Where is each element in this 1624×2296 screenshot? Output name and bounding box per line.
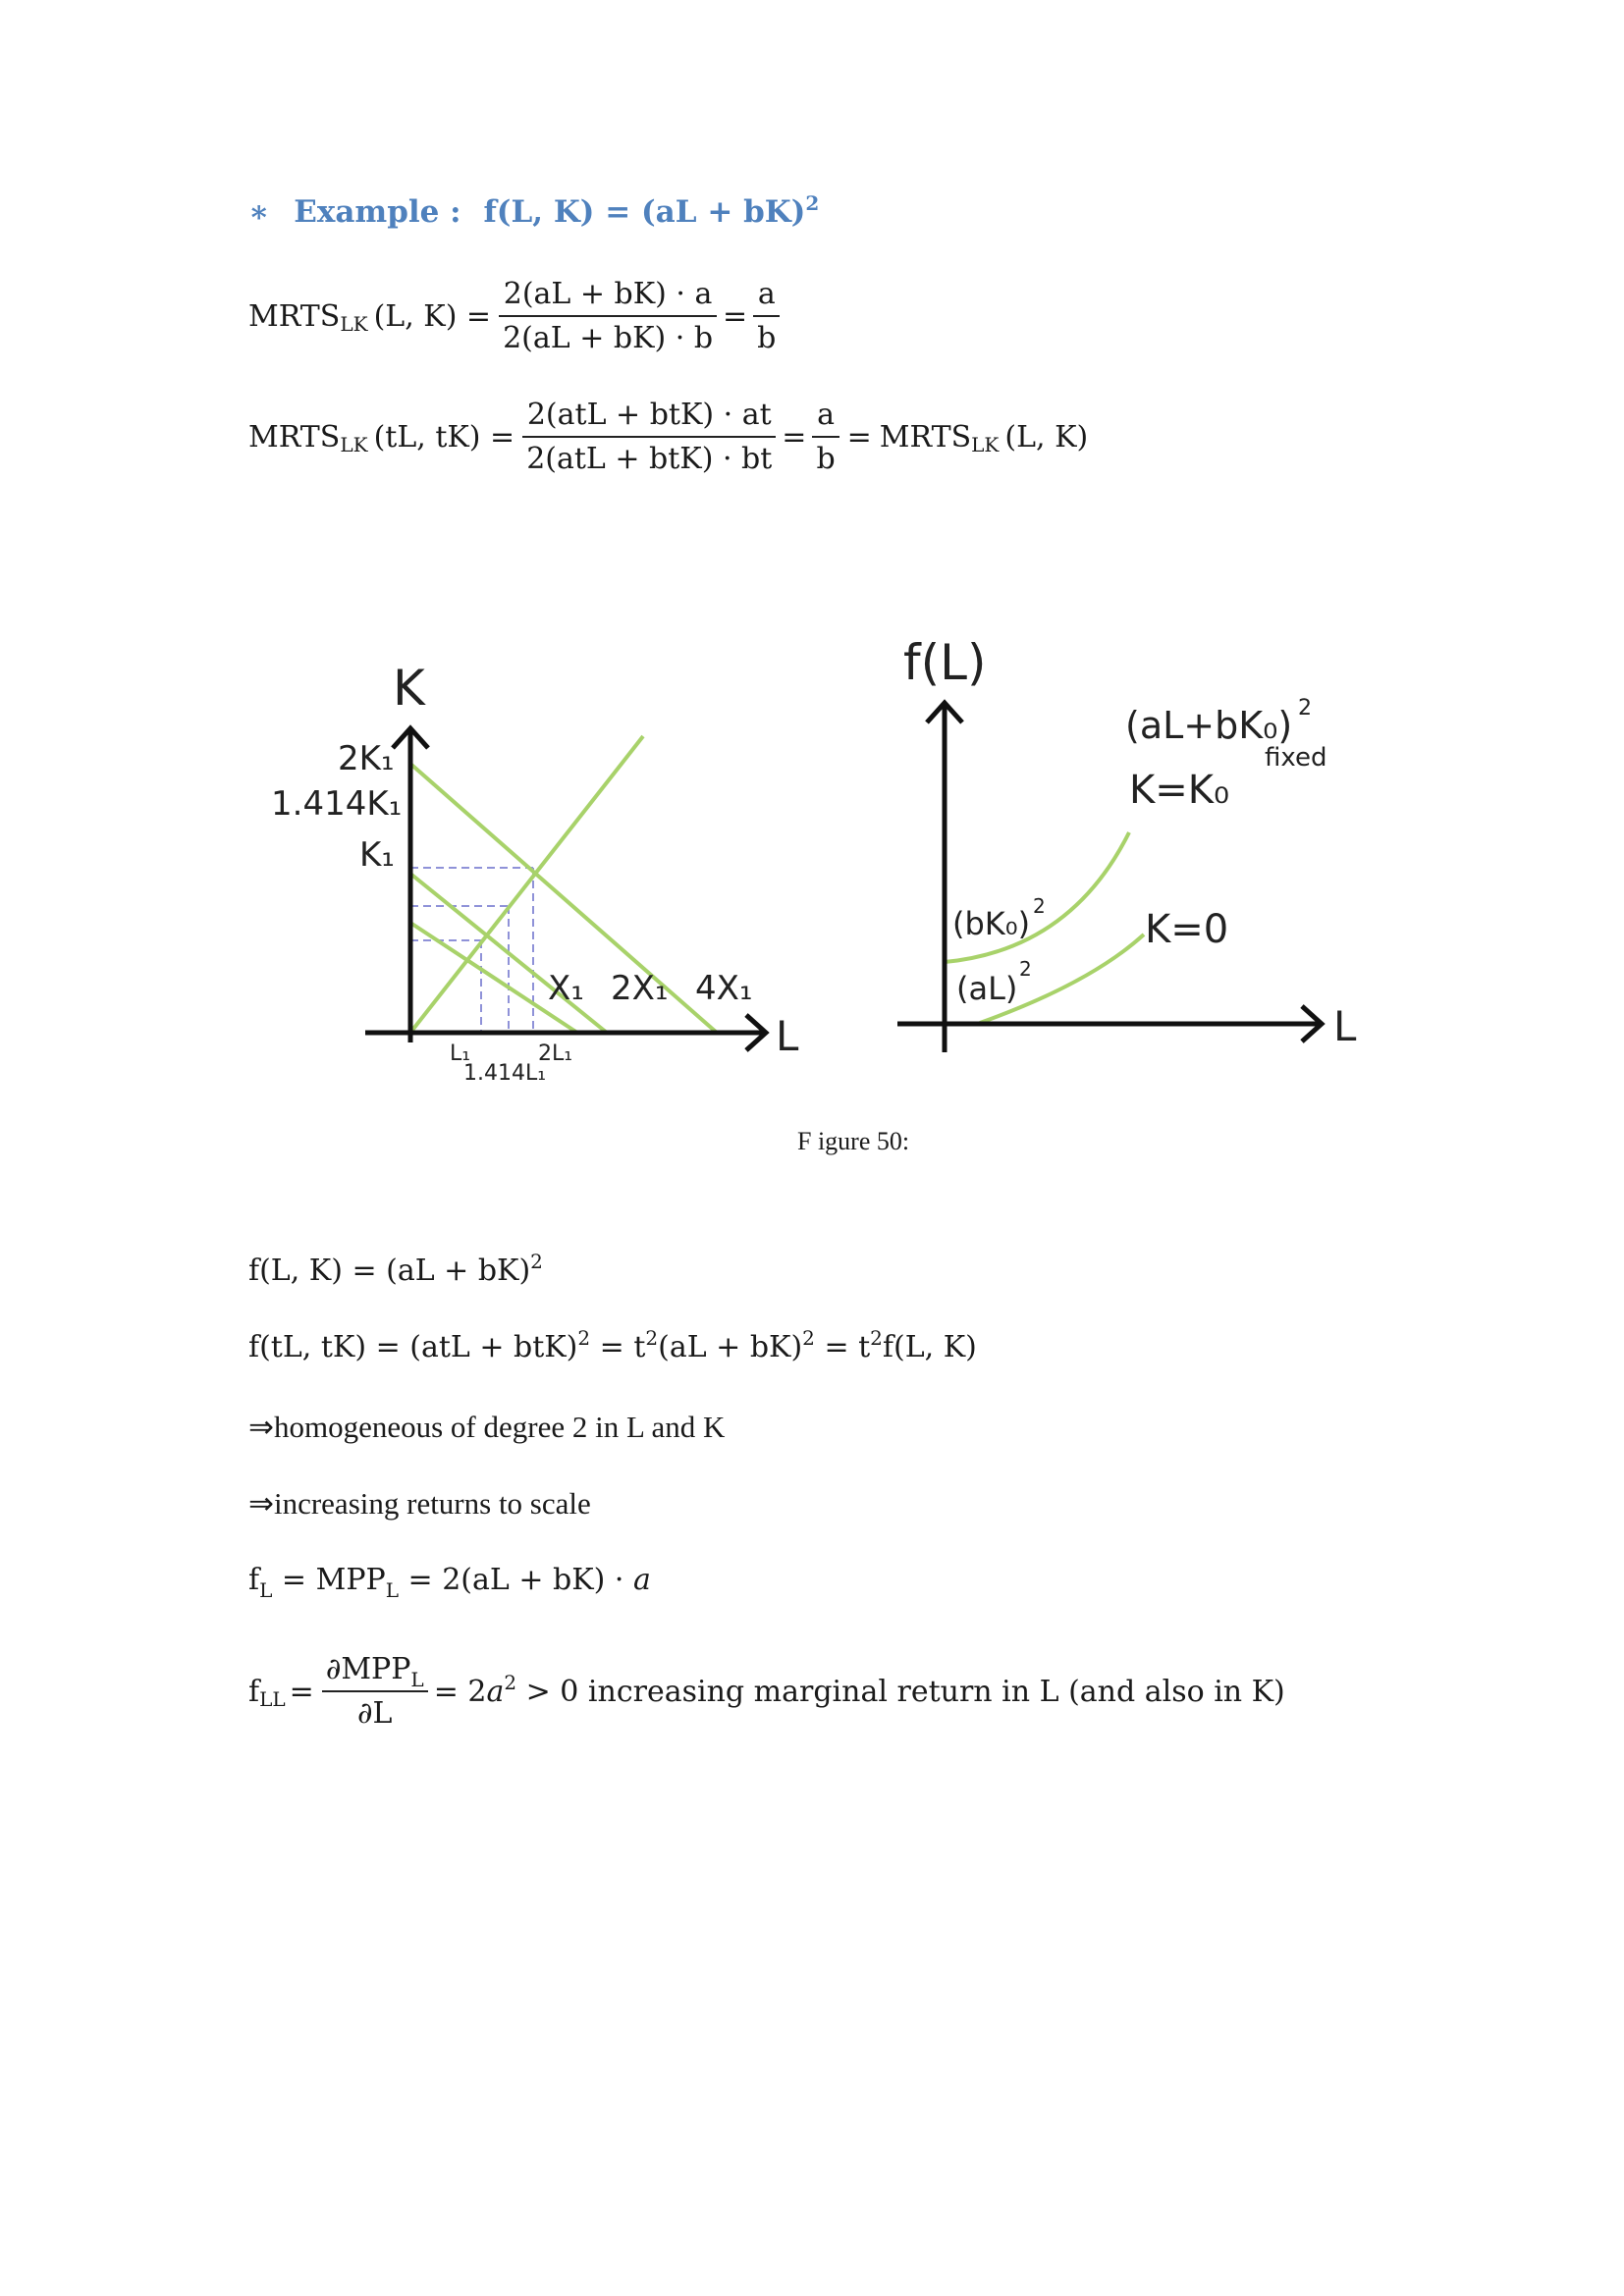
equation-f-exponent: 2 (530, 1250, 543, 1273)
equals-sign: = (723, 298, 748, 334)
label-2x1: 2X₁ (611, 969, 669, 1008)
l-axis-label: L (1333, 1002, 1357, 1050)
fraction-denominator: 2(atL + btK) · bt (526, 442, 773, 476)
fl-rest: = 2(aL + bK) · (398, 1563, 633, 1597)
equation-fl (248, 1563, 651, 1602)
mrts-label: MRTS (248, 419, 341, 454)
fll-numerator (322, 1652, 428, 1692)
top-function-label: (aL+bK₀) (1125, 704, 1293, 747)
top-function-exponent: 2 (1298, 696, 1312, 721)
fll-denominator: ∂L (357, 1696, 393, 1731)
homogeneous-statement: ⇒homogeneous of degree 2 in L and K (248, 1410, 726, 1444)
mrts-fraction-2 (812, 398, 839, 476)
fraction-numerator: 2(atL + btK) · at (522, 398, 776, 438)
fll-rhs (433, 1670, 1285, 1709)
fraction-denominator: 2(aL + bK) · b (503, 321, 714, 355)
star-bullet: ∗ (248, 194, 270, 230)
mrts-label: MRTS (879, 419, 972, 454)
example-heading (248, 191, 820, 230)
fll-equals: = (289, 1674, 314, 1709)
mrts-equation-2 (248, 398, 1088, 476)
equation-fll (248, 1652, 1285, 1731)
equation-homogeneity (248, 1326, 977, 1364)
eq2-part3: (aL + bK) (658, 1330, 803, 1364)
mrts-fraction-1 (499, 277, 717, 355)
k-axis-label: K (393, 660, 425, 717)
mrts-subscript: LK (340, 312, 368, 336)
bk0-label: (bK₀) (952, 905, 1031, 942)
al-exponent: 2 (1019, 957, 1032, 981)
fll-rhs-eq: = 2 (433, 1674, 487, 1709)
tick-1414l1: 1.414L₁ (463, 1061, 547, 1086)
fixed-label: fixed (1265, 743, 1327, 773)
equals-sign: = (782, 419, 807, 454)
fll-a: a (486, 1674, 505, 1709)
eq2-exp1: 2 (577, 1326, 591, 1350)
fl-a: a (632, 1563, 651, 1597)
fraction-numerator: 2(aL + bK) · a (499, 277, 717, 317)
equation-f-main: f(L, K) = (aL + bK) (248, 1254, 531, 1288)
bk0-exponent: 2 (1033, 894, 1046, 918)
returns-to-scale-statement: ⇒increasing returns to scale (248, 1486, 591, 1521)
fl-mpp-subscript: L (385, 1578, 399, 1602)
fraction-denominator: b (816, 442, 836, 476)
fl-f: f (248, 1563, 260, 1597)
tick-k1: K₁ (359, 835, 395, 875)
mrts-args: (L, K) = (373, 298, 492, 334)
fraction-numerator: a (753, 277, 780, 317)
fll-f: f (248, 1674, 260, 1709)
mrts-label: MRTS (248, 298, 341, 334)
fl-mpp: = MPP (272, 1563, 386, 1597)
k-eq-k0-label: K=K₀ (1129, 768, 1230, 813)
label-4x1: 4X₁ (695, 969, 753, 1008)
fraction-numerator: a (812, 398, 839, 438)
fll-tail: > 0 increasing marginal return in L (and also in K) (516, 1674, 1285, 1709)
fll-numerator-main: ∂MPP (325, 1652, 411, 1686)
eq2-part5: f(L, K) (882, 1330, 977, 1364)
isoquant-graph (255, 648, 825, 1099)
mrts-args: (tL, tK) = (373, 419, 515, 454)
mrts-subscript: LK (340, 433, 368, 456)
eq2-part1: f(tL, tK) = (atL + btK) (248, 1330, 578, 1364)
mrts-equation-1 (248, 277, 780, 355)
fraction-denominator: b (757, 321, 777, 355)
mrts-args: (L, K) (1004, 419, 1089, 454)
mrts-fraction-2 (753, 277, 780, 355)
label-x1: X₁ (548, 969, 584, 1008)
tick-l1: L₁ (450, 1041, 471, 1066)
eq2-part4: = t (814, 1330, 871, 1364)
f-axis-label: f(L) (903, 634, 987, 691)
tick-2k1: 2K₁ (338, 739, 395, 778)
example-label: Example : (294, 194, 461, 230)
figure-caption: F igure 50: (797, 1127, 910, 1155)
k-eq-0-label: K=0 (1145, 907, 1229, 952)
eq2-part2: = t (590, 1330, 646, 1364)
al-label: (aL) (956, 970, 1018, 1007)
eq2-exp4: 2 (870, 1326, 883, 1350)
tick-2l1: 2L₁ (538, 1041, 573, 1066)
mrts-subscript: LK (971, 433, 1000, 456)
eq2-exp3: 2 (802, 1326, 815, 1350)
example-formula: f(L, K) = (aL + bK) (483, 194, 806, 230)
production-function-graph (864, 628, 1375, 1080)
expansion-ray (410, 736, 643, 1033)
example-formula-exponent: 2 (805, 191, 820, 215)
fl-subscript: L (259, 1578, 273, 1602)
equation-f (248, 1250, 543, 1288)
l-axis-label: L (776, 1012, 799, 1060)
fll-fraction (322, 1652, 428, 1731)
tick-1414k1: 1.414K₁ (271, 784, 403, 824)
mrts-fraction-1 (522, 398, 776, 476)
fll-subscript: LL (259, 1687, 286, 1711)
equals-sign: = (846, 419, 872, 454)
eq2-exp2: 2 (645, 1326, 659, 1350)
fll-numerator-subscript: L (410, 1668, 424, 1691)
fll-a-exponent: 2 (504, 1670, 517, 1694)
